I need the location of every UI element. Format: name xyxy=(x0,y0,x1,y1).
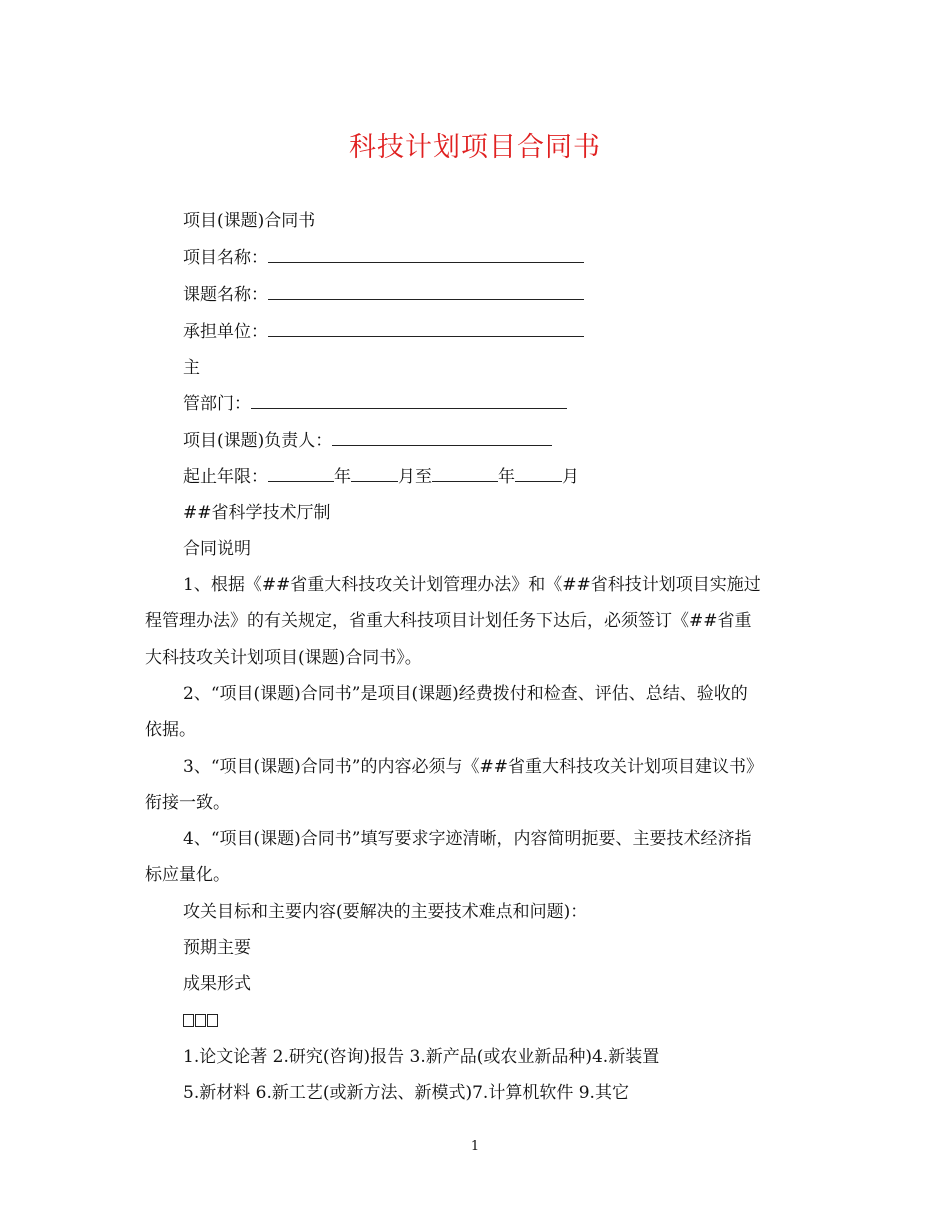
end-month-unit: 月 xyxy=(562,467,579,487)
notes-heading: 合同说明 xyxy=(183,539,251,559)
note-1-line-1: 1、根据《##省重大科技攻关计划管理办法》和《##省科技计划项目实施过 xyxy=(183,575,761,595)
note-4-line-2: 标应量化。 xyxy=(145,865,230,885)
note-3-line-1: 3、“项目(课题)合同书”的内容必须与《##省重大科技攻关计划项目建议书》 xyxy=(183,757,763,777)
result-options-line-1: 1.论文论著 2.研究(咨询)报告 3.新产品(或农业新品种)4.新装置 xyxy=(183,1047,660,1067)
dept-label: 管部门： xyxy=(183,394,251,414)
note-2-line-2: 依据。 xyxy=(145,720,196,740)
project-name-label: 项目名称： xyxy=(183,248,268,268)
issuer-line: ##省科学技术厅制 xyxy=(183,503,331,523)
page-number: 1 xyxy=(470,1139,480,1154)
note-4-line-1: 4、“项目(课题)合同书”填写要求字迹清晰，内容简明扼要、主要技术经济指 xyxy=(183,829,752,849)
cover-heading: 项目(课题)合同书 xyxy=(183,211,316,231)
leader-label: 项目(课题)负责人： xyxy=(183,431,333,451)
to-word: 至 xyxy=(415,467,432,487)
unit-blank xyxy=(268,320,584,337)
result-form-box-3[interactable] xyxy=(207,1014,218,1027)
unit-row xyxy=(183,320,584,344)
unit-label: 承担单位： xyxy=(183,322,268,342)
dept-row xyxy=(183,392,567,416)
leader-blank xyxy=(332,429,552,446)
project-name-blank xyxy=(268,246,584,263)
result-form-checkboxes xyxy=(183,1009,219,1033)
period-row xyxy=(183,465,579,489)
note-1-line-3: 大科技攻关计划项目(课题)合同书》。 xyxy=(145,648,422,668)
start-month-unit: 月 xyxy=(398,467,415,487)
result-form-label: 成果形式 xyxy=(183,974,251,994)
start-month-blank xyxy=(351,465,398,482)
topic-name-blank xyxy=(268,283,584,300)
dept-label-first-line: 主 xyxy=(183,358,200,378)
end-year-unit: 年 xyxy=(498,467,515,487)
result-form-box-2[interactable] xyxy=(195,1014,206,1027)
document-title: 科技计划项目合同书 xyxy=(349,132,601,163)
leader-row xyxy=(183,429,552,453)
period-label: 起止年限： xyxy=(183,467,268,487)
topic-name-row xyxy=(183,283,584,307)
result-form-box-1[interactable] xyxy=(183,1014,194,1027)
note-3-line-2: 衔接一致。 xyxy=(145,793,230,813)
note-1-line-2: 程管理办法》的有关规定，省重大科技项目计划任务下达后，必须签订《##省重 xyxy=(145,611,752,631)
end-year-blank xyxy=(432,465,498,482)
end-month-blank xyxy=(515,465,562,482)
goals-label: 攻关目标和主要内容(要解决的主要技术难点和问题)： xyxy=(183,902,588,922)
dept-blank xyxy=(251,392,567,409)
expected-results-label: 预期主要 xyxy=(183,938,251,958)
result-options-line-2: 5.新材料 6.新工艺(或新方法、新模式)7.计算机软件 9.其它 xyxy=(183,1083,629,1103)
note-2-line-1: 2、“项目(课题)合同书”是项目(课题)经费拨付和检查、评估、总结、验收的 xyxy=(183,684,748,704)
topic-name-label: 课题名称： xyxy=(183,285,268,305)
start-year-unit: 年 xyxy=(334,467,351,487)
start-year-blank xyxy=(268,465,334,482)
project-name-row xyxy=(183,246,584,270)
